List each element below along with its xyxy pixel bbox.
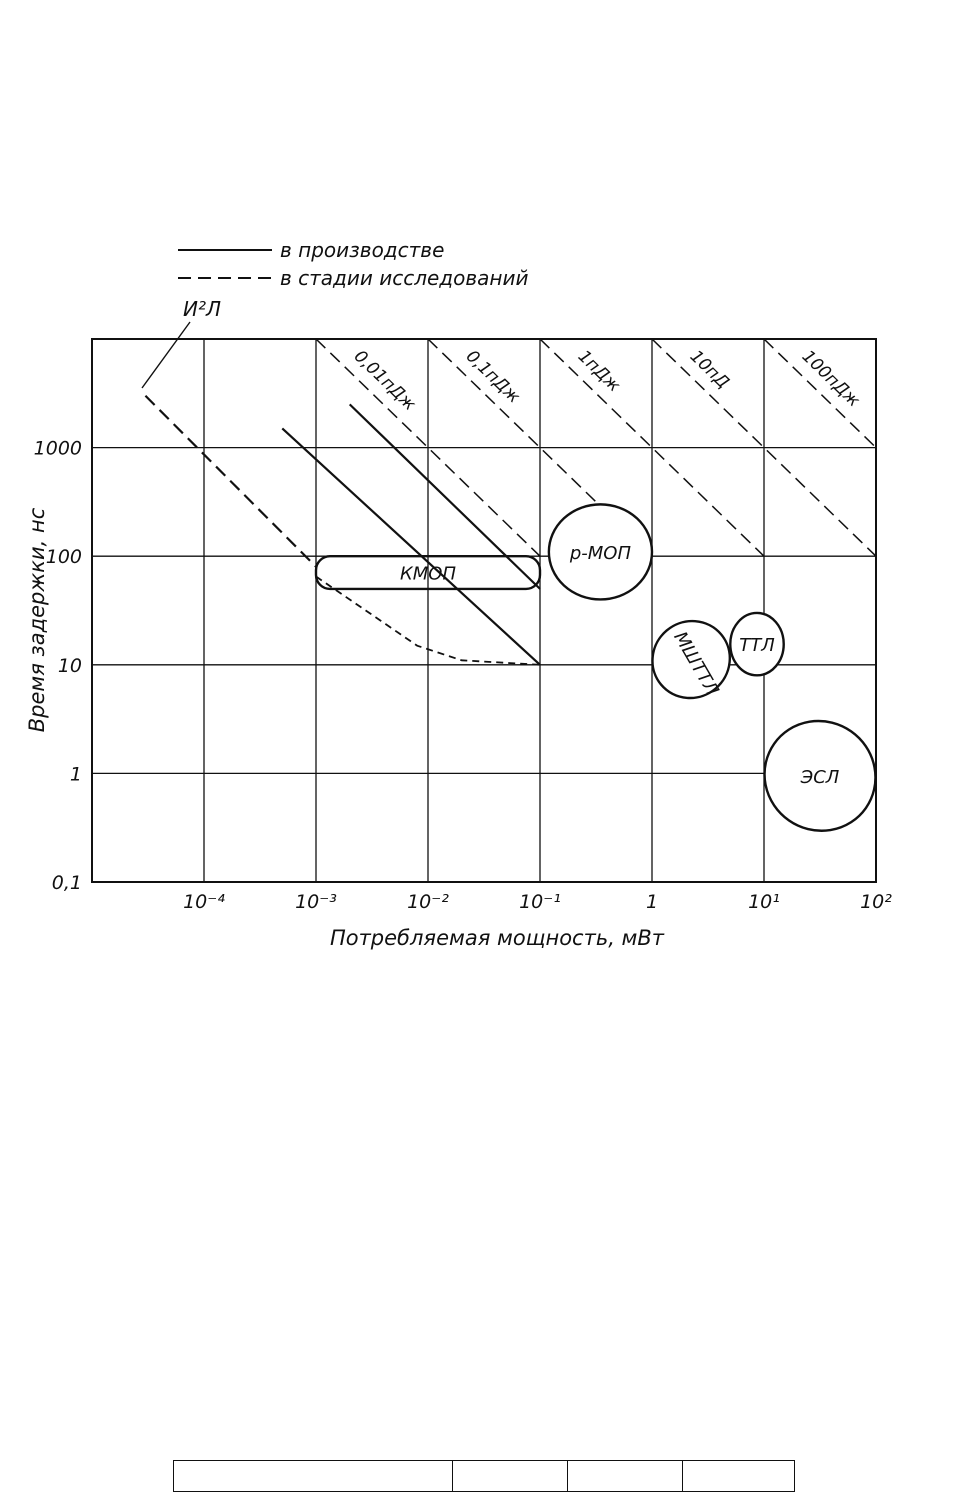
y-tick-label: 1 [69,763,82,786]
y-tick-label: 10 [57,654,82,677]
x-tick-label: 10⁻³ [295,891,337,913]
technology-label: КМОП [399,563,457,585]
footer-cell [683,1461,795,1492]
y-axis-label: Время задержки, нс [25,507,49,733]
technology-label: ЭСЛ [800,766,840,788]
y-tick-label: 0,1 [51,872,82,894]
annotation-i2l [142,297,221,388]
x-tick-label: 10⁻⁴ [183,891,225,913]
technology-regions [145,396,897,853]
legend-entry-label: в стадии исследований [280,266,529,290]
plot-frame [92,339,876,882]
technology-label: МШТТЛ [669,628,723,700]
technology-line [350,404,540,589]
footer-cell [453,1461,568,1492]
footer-cell [174,1461,453,1492]
x-tick-label: 1 [645,891,659,913]
footer-cell [568,1461,683,1492]
footer-table [173,1460,795,1492]
legend-entry-label: в производстве [280,238,445,262]
x-axis-label: Потребляемая мощность, мВт [329,926,665,950]
technology-label: ТТЛ [739,635,775,657]
energy-line-label: 1пДж [573,346,624,396]
x-tick-label: 10² [860,891,892,913]
energy-line-label: 100пДж [797,346,864,412]
y-tick-label: 100 [45,546,82,569]
grid [92,339,876,882]
y-tick-label: 1000 [33,437,82,460]
energy-line-label: 10пД [685,346,733,393]
energy-line-label: 0,1пДж [461,346,524,408]
technology-label: p-МОП [569,542,632,564]
x-tick-label: 10⁻² [407,891,449,913]
technology-line [145,396,316,567]
x-tick-label: 10⁻¹ [519,891,561,913]
x-tick-label: 10¹ [748,891,780,913]
legend [178,238,529,290]
annotation-i2l-label: И²Л [183,297,222,321]
annotation-i2l-leader [142,322,190,388]
energy-line-label: 0,01пДж [349,346,420,415]
